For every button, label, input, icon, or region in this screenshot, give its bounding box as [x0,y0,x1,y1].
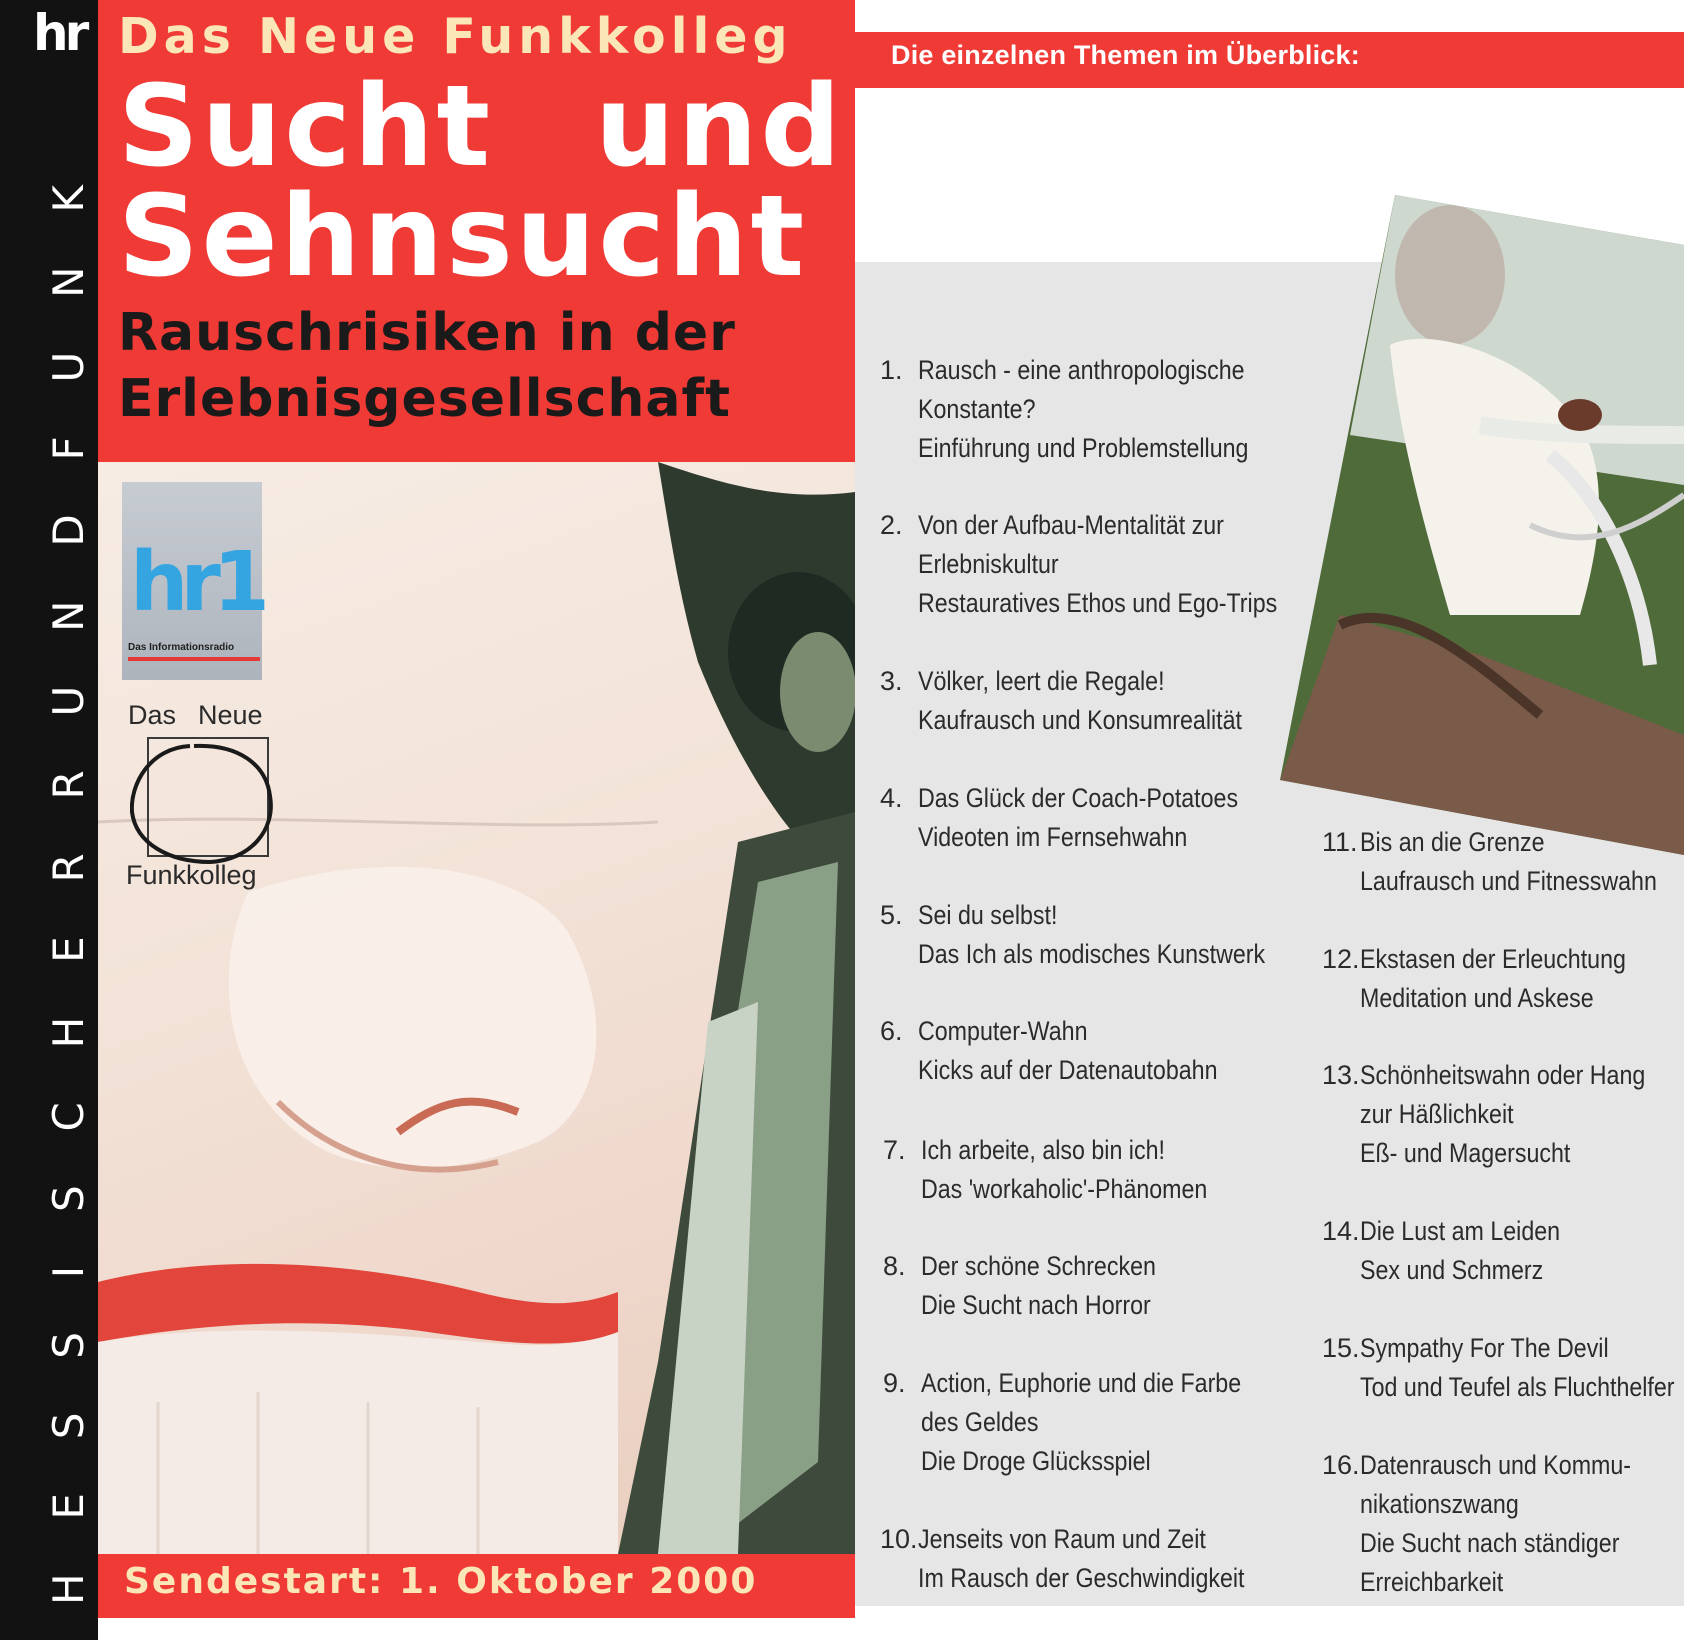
topic-line: Einführung und Problemstellung [918,433,1249,463]
topic-line: des Geldes [921,1407,1039,1437]
topic-line: Kaufrausch und Konsumrealität [918,705,1242,735]
topics-heading: Die einzelnen Themen im Überblick: [891,40,1360,70]
funkkolleg-logo-das: Das [128,700,177,730]
topic-line: Das Ich als modisches Kunstwerk [918,939,1266,969]
spine-letter: D [43,514,93,547]
topic-text [921,1364,1293,1481]
topic-text [1360,1446,1675,1602]
topic-number: 9. [883,1368,906,1398]
spine-letter: H [43,1016,93,1049]
topic-line: Videoten im Fernsehwahn [918,822,1188,852]
topic-text [921,1131,1254,1209]
spine-letter: E [43,1493,93,1520]
topic-line: Rausch - eine anthropologische [918,355,1245,385]
topic-text [1360,940,1669,1018]
spine-letter: R [43,770,93,800]
topic-line: Laufrausch und Fitnesswahn [1360,866,1657,896]
topic-line: Die Droge Glücksspiel [921,1446,1151,1476]
spine-letter: F [43,436,93,461]
funkkolleg-logo-text: Funkkolleg [126,860,257,890]
topic-line: Kicks auf der Datenautobahn [918,1055,1218,1085]
subtitle-line-2: Erlebnisgesellschaft [118,369,731,429]
spine-letter: U [43,685,93,717]
topic-line: zur Häßlichkeit [1360,1099,1514,1129]
topic-number: 15. [1322,1333,1360,1363]
hr1-logo: hr1 [130,535,262,630]
air-date: Sendestart: 1. Oktober 2000 [124,1561,758,1602]
spine-letter: N [43,266,93,298]
topic-line: Ekstasen der Erleuchtung [1360,944,1626,974]
spine-letter: S [43,1412,93,1440]
topic-line: Die Sucht nach Horror [921,1290,1151,1320]
topic-number: 12. [1322,944,1360,974]
topic-line: Eß- und Magersucht [1360,1138,1571,1168]
main-title-line-2: Sehnsucht [118,172,808,302]
spine-letter: S [43,1185,93,1212]
topic-text [918,1012,1266,1090]
funkkolleg-logo [120,700,270,900]
subtitle [118,300,848,432]
topic-number: 16. [1322,1450,1360,1480]
main-title [118,62,844,302]
spine-letter: C [43,1102,93,1132]
spine-letter: U [43,351,93,383]
spine-letter: H [43,1573,93,1605]
topic-text [918,662,1295,740]
topic-line: Jenseits von Raum und Zeit [918,1524,1206,1554]
spine-broadcaster-name [38,185,98,1605]
topic-line: Die Lust am Leiden [1360,1216,1561,1246]
topic-line: Tod und Teufel als Fluchthelfer [1360,1372,1675,1402]
topic-line: Action, Euphorie und die Farbe [921,1368,1242,1398]
topic-line: Ich arbeite, also bin ich! [921,1135,1165,1165]
topic-line: Sex und Schmerz [1360,1255,1544,1285]
topic-line: Konstante? [918,394,1036,424]
topic-line: Der schöne Schrecken [921,1251,1156,1281]
funkkolleg-logo-mark [130,734,280,864]
topic-text [1360,1056,1684,1173]
topic-text [1360,1329,1684,1407]
topic-text [1360,1212,1593,1290]
topic-number: 8. [883,1251,906,1281]
topic-number: 11. [1322,827,1358,857]
topic-number: 7. [883,1135,906,1165]
topic-line: Die Sucht nach ständiger [1360,1528,1620,1558]
topic-line: Das 'workaholic'-Phänomen [921,1174,1208,1204]
spine-letter: R [43,853,93,883]
funkkolleg-logo-neue: Neue [198,700,263,730]
cyclist-photo [1280,195,1684,855]
hr1-badge [122,482,262,680]
topic-text [918,779,1290,857]
topic-text [1360,823,1684,901]
topic-line: Sei du selbst! [918,900,1058,930]
spine-letter: S [43,1332,93,1359]
spine-letter: N [43,600,93,632]
topic-number: 6. [880,1016,903,1046]
topic-line: Restauratives Ethos und Ego-Trips [918,588,1278,618]
topic-line: Von der Aufbau-Mentalität zur [918,510,1224,540]
topic-number: 5. [880,900,903,930]
topic-text [918,351,1302,468]
topic-line: Völker, leert die Regale! [918,666,1165,696]
topic-number: 10. [880,1524,918,1554]
spine-letter: I [43,1265,93,1279]
spine-letter: K [43,185,93,213]
topic-line: Computer-Wahn [918,1016,1088,1046]
topic-text [918,1520,1298,1598]
topic-line: nikationszwang [1360,1489,1519,1519]
spine [0,0,98,1640]
topic-line: Das Glück der Coach-Potatoes [918,783,1239,813]
hr1-tagline: Das Informationsradio [128,642,260,661]
topic-number: 4. [880,783,903,813]
topic-text [918,506,1336,623]
main-title-line-1: Sucht und [118,62,844,192]
topic-line: Im Rausch der Geschwindigkeit [918,1563,1245,1593]
topic-line: Erreichbarkeit [1360,1567,1504,1597]
topic-line: Schönheitswahn oder Hang [1360,1060,1646,1090]
hr-logo: hr [33,4,86,62]
topic-text [918,896,1322,974]
topic-line: Bis an die Grenze [1360,827,1545,857]
topic-line: Meditation und Askese [1360,983,1594,1013]
series-title: Das Neue Funkkolleg [118,8,793,65]
topic-number: 13. [1322,1060,1360,1090]
topic-line: Sympathy For The Devil [1360,1333,1609,1363]
topic-line: Datenrausch und Kommu- [1360,1450,1632,1480]
subtitle-line-1: Rauschrisiken in der [118,303,736,363]
topic-line: Erlebniskultur [918,549,1059,579]
topic-number: 3. [880,666,903,696]
topic-number: 1. [880,355,903,385]
topic-text [921,1247,1194,1325]
topic-number: 14. [1322,1216,1360,1246]
spine-letter: E [43,936,93,963]
topic-number: 2. [880,510,903,540]
